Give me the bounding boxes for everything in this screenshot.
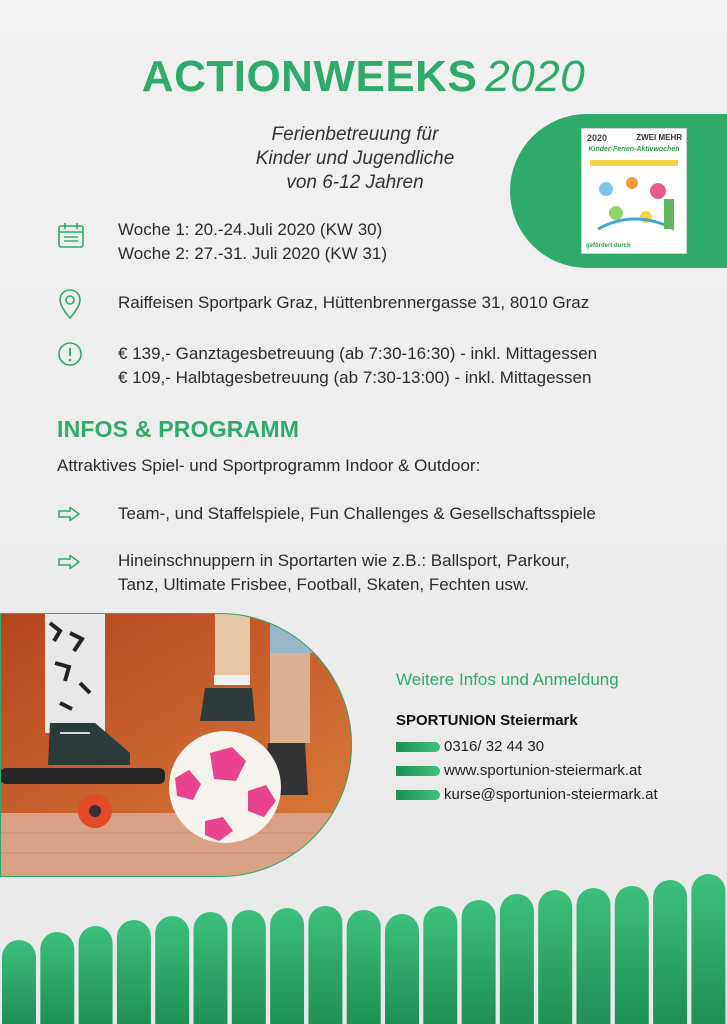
price-half-day: € 109,- Halbtagesbetreuung (ab 7:30-13:00) - inkl. Mittagessen [118, 368, 592, 387]
fence-slat [347, 910, 381, 1024]
green-bar-icon [396, 766, 440, 776]
program-item-1: Team-, und Staffelspiele, Fun Challenges & Gesellschaftsspiele [118, 504, 596, 523]
flyer-illustration [588, 169, 680, 235]
fence-slat [270, 908, 304, 1024]
flyer-year: 2020 [587, 133, 608, 143]
green-fence-decoration [0, 860, 727, 1024]
contact-website[interactable] [396, 762, 642, 779]
green-bar-icon [396, 742, 440, 752]
fence-slat [653, 880, 687, 1024]
contact-heading: Weitere Infos und Anmeldung [396, 670, 619, 689]
schedule-week-2: Woche 2: 27.-31. Juli 2020 (KW 31) [118, 244, 387, 263]
fence-slat [117, 920, 151, 1024]
sports-photo [0, 613, 352, 877]
email-link[interactable]: kurse@sportunion-steiermark.at [444, 786, 658, 803]
fence-slat [79, 926, 113, 1024]
exclamation-icon [57, 341, 83, 367]
page-title [0, 52, 727, 102]
fence-slat [194, 912, 228, 1024]
arrow-right-icon [57, 506, 81, 522]
fence-slat [577, 888, 611, 1024]
contact-email[interactable] [396, 786, 658, 803]
flyer-subtitle: Kinder-Ferien-Aktivwochen [588, 146, 680, 153]
soccer-skateboard-illustration [0, 613, 352, 877]
program-title: INFOS & PROGRAMM [57, 416, 300, 442]
schedule-week-1: Woche 1: 20.-24.Juli 2020 (KW 30) [118, 220, 383, 239]
location-pin-icon [57, 288, 83, 320]
contact-phone [396, 738, 544, 755]
program-flyer-thumbnail [581, 128, 687, 254]
arrow-right-icon [57, 554, 81, 570]
fence-slat [615, 886, 649, 1024]
program-item-2-line-2: Tanz, Ultimate Frisbee, Football, Skaten, Fechten usw. [118, 575, 530, 594]
fence-slat [2, 940, 36, 1024]
fence-slat [385, 914, 419, 1024]
green-bar-icon [396, 790, 440, 800]
fence-slat [40, 932, 74, 1024]
calendar-icon [57, 221, 85, 249]
fence-slat [538, 890, 572, 1024]
subtitle [200, 123, 510, 195]
title-year: 2020 [485, 52, 586, 101]
fence-slat [691, 874, 725, 1024]
subtitle-line: Kinder und Jugendliche [255, 148, 455, 169]
flyer-footer: gefördert durch [586, 243, 631, 249]
flyer-brand: ZWEI MEHR [636, 133, 682, 142]
fence-slat [500, 894, 534, 1024]
website-link[interactable]: www.sportunion-steiermark.at [444, 762, 642, 779]
flyer-yellow-bar [590, 160, 678, 166]
fence-slat [462, 900, 496, 1024]
program-item-2-line-1: Hineinschnuppern in Sportarten wie z.B.: Ballsport, Parkour, [118, 551, 570, 570]
fence-slat [155, 916, 189, 1024]
price-full-day: € 139,- Ganztagesbetreuung (ab 7:30-16:30) - inkl. Mittagessen [118, 344, 598, 363]
phone-number: 0316/ 32 44 30 [444, 738, 545, 755]
fence-slat [423, 906, 457, 1024]
fence-slat [232, 910, 266, 1024]
subtitle-line: von 6-12 Jahren [286, 172, 424, 193]
organization-name: SPORTUNION Steiermark [396, 712, 578, 729]
program-intro: Attraktives Spiel- und Sportprogramm Indoor & Outdoor: [57, 456, 481, 475]
subtitle-line: Ferienbetreuung für [271, 124, 439, 145]
fence-slat [308, 906, 342, 1024]
location-text: Raiffeisen Sportpark Graz, Hüttenbrennergasse 31, 8010 Graz [118, 293, 590, 312]
title-main: ACTIONWEEKS [141, 52, 478, 101]
